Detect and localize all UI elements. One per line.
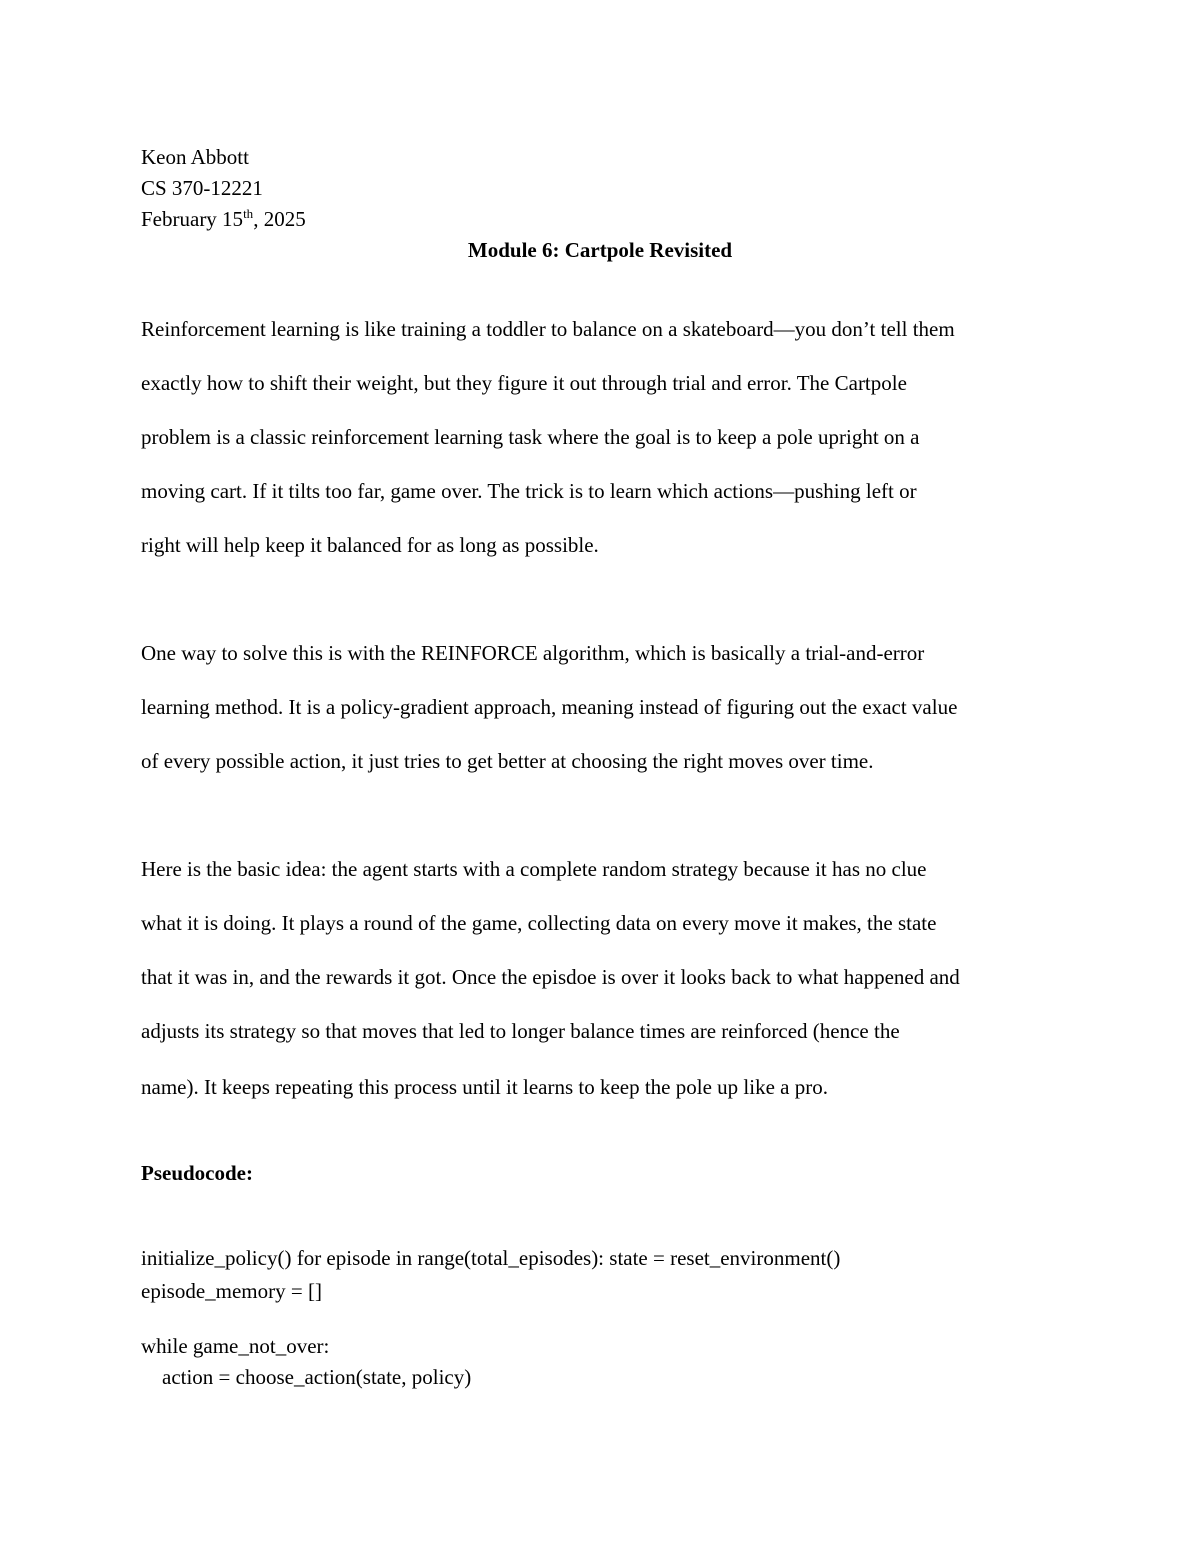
paragraph-1-line: right will help keep it balanced for as long as possible. [141,533,599,557]
paragraph-2-line: One way to solve this is with the REINFORCE algorithm, which is basically a trial-and-error [141,641,925,665]
paragraph-2-line: of every possible action, it just tries to get better at choosing the right moves over time. [141,749,874,773]
date-ordinal: th [243,206,254,221]
author-name: Keon Abbott [141,145,249,169]
paragraph-1-line: Reinforcement learning is like training a toddler to balance on a skateboard—you don’t tell them [141,317,955,341]
document-title: Module 6: Cartpole Revisited [467,238,733,262]
pseudocode-line: action = choose_action(state, policy) [141,1365,472,1389]
paragraph-2-line: learning method. It is a policy-gradient approach, meaning instead of figuring out the exact value [141,695,958,719]
date-year: , 2025 [253,207,306,231]
paragraph-3-line: what it is doing. It plays a round of the game, collecting data on every move it makes, the state [141,911,937,935]
pseudocode-line: episode_memory = [] [141,1279,322,1303]
paragraph-1-line: problem is a classic reinforcement learning task where the goal is to keep a pole upright on a [141,425,920,449]
date [141,206,306,232]
pseudocode-line: initialize_policy() for episode in range(total_episodes): state = reset_environment() [141,1246,841,1270]
date-month-day: February 15 [141,207,244,231]
paragraph-3-line: adjusts its strategy so that moves that led to longer balance times are reinforced (hence the [141,1019,900,1043]
paragraph-3-line: Here is the basic idea: the agent starts with a complete random strategy because it has no clue [141,857,927,881]
course-code: CS 370-12221 [141,176,263,200]
paragraph-3-line: name). It keeps repeating this process until it learns to keep the pole up like a pro. [141,1075,828,1099]
pseudocode-heading: Pseudocode: [141,1161,253,1185]
paragraph-1-line: exactly how to shift their weight, but they figure it out through trial and error. The Cartpole [141,371,907,395]
paragraph-1-line: moving cart. If it tilts too far, game over. The trick is to learn which actions—pushing left or [141,479,917,503]
pseudocode-line: while game_not_over: [141,1334,330,1358]
paragraph-3-line: that it was in, and the rewards it got. Once the episdoe is over it looks back to what happened and [141,965,960,989]
